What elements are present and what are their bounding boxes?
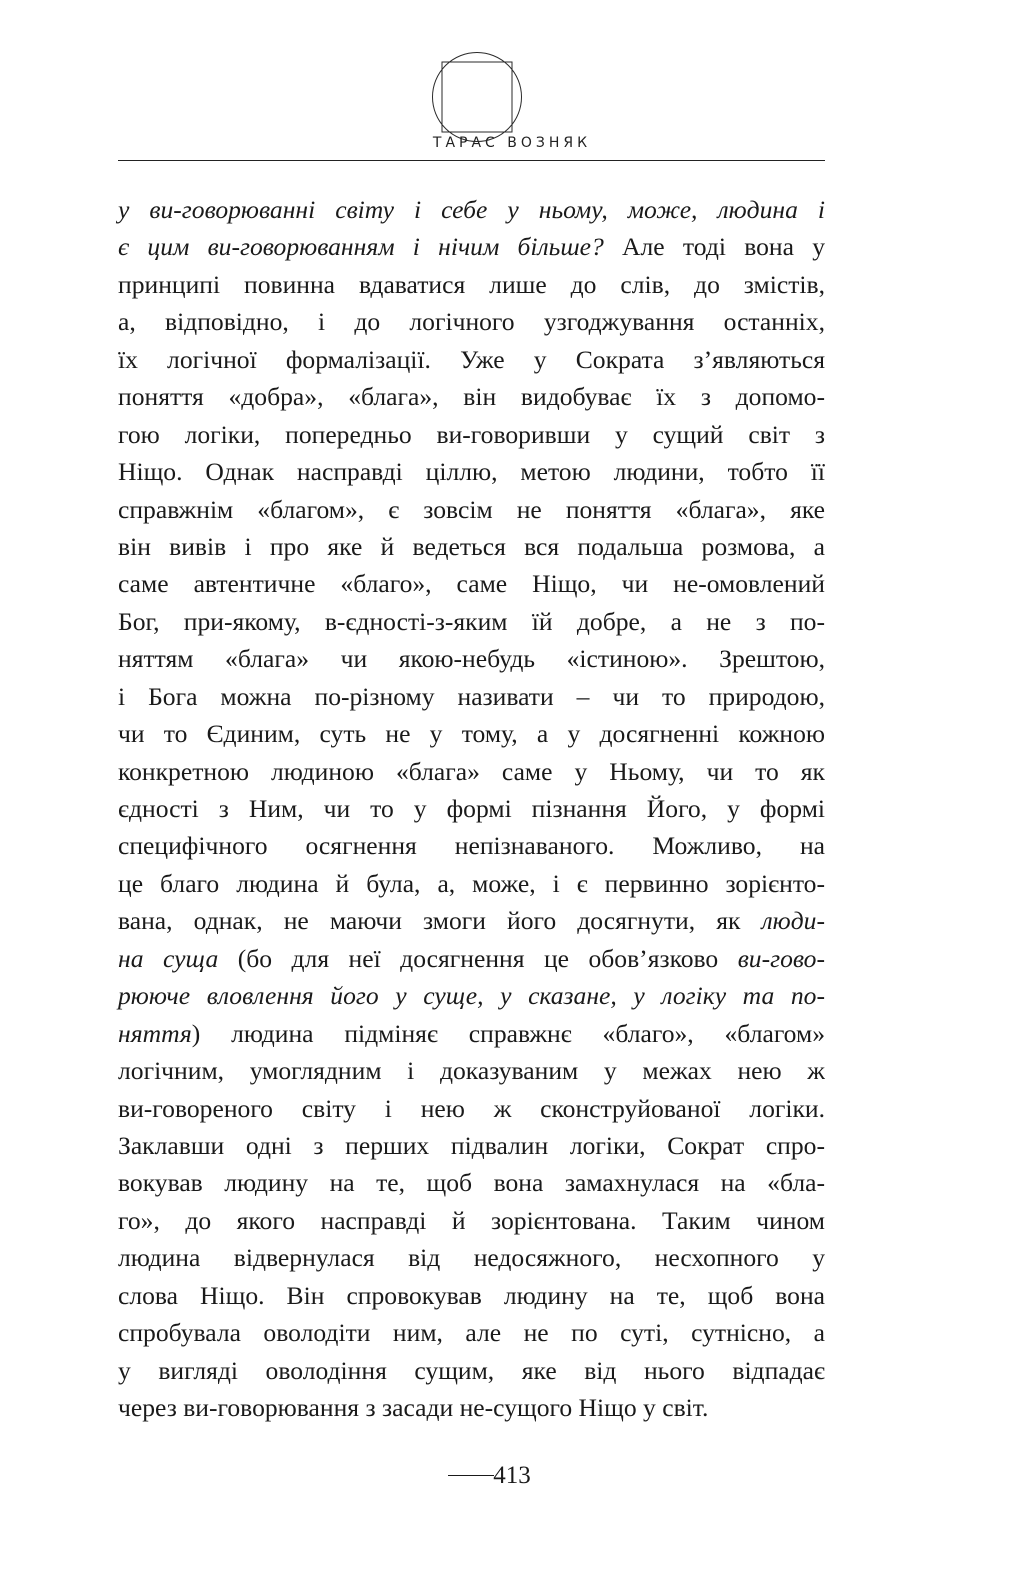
text-line xyxy=(118,715,825,752)
italic-run: є цим ви-говорюванням і нічим більше? xyxy=(118,232,604,262)
circle-square-emblem-icon xyxy=(431,51,523,143)
text-run: і Бога можна по-різному називати – чи то природою, xyxy=(118,681,825,711)
text-line xyxy=(118,266,825,303)
text-run: Бог, при-якому, в-єдності-з-яким їй добре, а не з по- xyxy=(118,606,825,636)
italic-run: ви-гово- xyxy=(737,943,825,973)
text-line xyxy=(118,1015,825,1052)
text-run: поняття «добра», «блага», він видобуває їх з допомо- xyxy=(118,382,825,412)
text-line xyxy=(118,341,825,378)
text-line xyxy=(118,827,825,864)
text-line xyxy=(118,977,825,1014)
text-run: людина відвернулася від недосяжного, несхопного у xyxy=(118,1243,825,1273)
text-run: ) людина підміняє справжнє «благо», «благом» xyxy=(191,1018,825,1048)
text-run: спробувала оволодіти ним, але не по суті, сутнісно, а xyxy=(118,1318,825,1348)
text-line xyxy=(118,191,825,228)
italic-run: рююче вловлення його у суще, у сказане, у логіку та по- xyxy=(118,981,825,1011)
text-line xyxy=(118,678,825,715)
italic-run: на суща xyxy=(118,943,219,973)
italic-run: люди- xyxy=(761,906,825,936)
text-run: справжнім «благом», є зовсім не поняття «блага», яке xyxy=(118,494,825,524)
text-run: (бо для неї досягнення це обов’язково xyxy=(218,943,738,973)
text-line xyxy=(118,1127,825,1164)
text-line xyxy=(118,1202,825,1239)
running-head: ТАРАС ВОЗНЯК xyxy=(432,135,592,151)
text-run: ви-говореного світу і нею ж сконструйованої логіки. xyxy=(118,1093,825,1123)
text-run: їх логічної формалізації. Уже у Сократа з’являються xyxy=(118,344,825,374)
text-run: Але тоді вона у xyxy=(603,232,825,262)
italic-run: у ви-говорюванні світу і себе у ньому, може, людина і xyxy=(118,195,825,224)
text-line xyxy=(118,453,825,490)
text-line xyxy=(118,1052,825,1089)
text-run: він вивів і про яке й ведеться вся подальша розмова, а xyxy=(118,531,825,561)
text-line xyxy=(118,491,825,528)
text-run: саме автентичне «благо», саме Ніщо, чи не-омовлений xyxy=(118,569,825,599)
text-line xyxy=(118,902,825,939)
text-line xyxy=(118,1090,825,1127)
text-line xyxy=(118,528,825,565)
text-line xyxy=(118,790,825,827)
text-run: вана, однак, не маючи змоги його досягнути, як xyxy=(118,906,762,936)
text-run: Заклавши одні з перших підвалин логіки, Сократ спро- xyxy=(118,1130,825,1160)
text-run: слова Ніщо. Він спровокував людину на те, щоб вона xyxy=(118,1280,825,1310)
text-run: чи то Єдиним, суть не у тому, а у досягненні кожною xyxy=(118,719,825,749)
text-run: це благо людина й була, а, може, і є первинно зорієнто- xyxy=(118,868,825,898)
italic-run: няття xyxy=(118,1018,192,1048)
text-line xyxy=(118,753,825,790)
text-run: через ви-говорювання з засади не-сущого Ніщо у світ. xyxy=(118,1393,709,1422)
header-rule xyxy=(118,160,825,161)
text-line xyxy=(118,303,825,340)
text-line xyxy=(118,1239,825,1276)
text-line xyxy=(118,1389,825,1426)
text-run: логічним, умоглядним і доказуваним у межах нею ж xyxy=(118,1056,825,1086)
text-line xyxy=(118,416,825,453)
text-run: єдності з Ним, чи то у формі пізнання Його, у формі xyxy=(118,794,825,823)
text-line xyxy=(118,1277,825,1314)
page-number-overline xyxy=(448,1475,494,1476)
text-run: Ніщо. Однак насправді ціллю, метою людини, тобто її xyxy=(118,457,825,487)
text-line xyxy=(118,1314,825,1351)
text-line xyxy=(118,1164,825,1201)
text-line xyxy=(118,1352,825,1389)
text-run: вокував людину на те, щоб вона замахнулася на «бла- xyxy=(118,1168,825,1198)
text-run: го», до якого насправді й зорієнтована. Таким чином xyxy=(118,1205,825,1235)
text-run: у вигляді оволодіння сущим, яке від нього відпадає xyxy=(118,1355,825,1385)
body-text xyxy=(118,191,825,1426)
text-run: а, відповідно, і до логічного узгоджування останніх, xyxy=(118,307,825,337)
page-number: 413 xyxy=(493,1462,531,1489)
text-line xyxy=(118,228,825,265)
text-line xyxy=(118,640,825,677)
text-run: конкретною людиною «блага» саме у Ньому, чи то як xyxy=(118,756,825,786)
text-line xyxy=(118,378,825,415)
text-line xyxy=(118,603,825,640)
text-run: гою логіки, попередньо ви-говоривши у сущий світ з xyxy=(118,419,825,449)
text-run: специфічного осягнення непізнаваного. Можливо, на xyxy=(118,831,825,861)
text-line xyxy=(118,865,825,902)
text-run: принципі повинна вдаватися лише до слів, до змістів, xyxy=(118,269,825,299)
text-line xyxy=(118,940,825,977)
text-run: няттям «блага» чи якою-небудь «істиною». Зрештою, xyxy=(118,644,825,674)
text-line xyxy=(118,565,825,602)
